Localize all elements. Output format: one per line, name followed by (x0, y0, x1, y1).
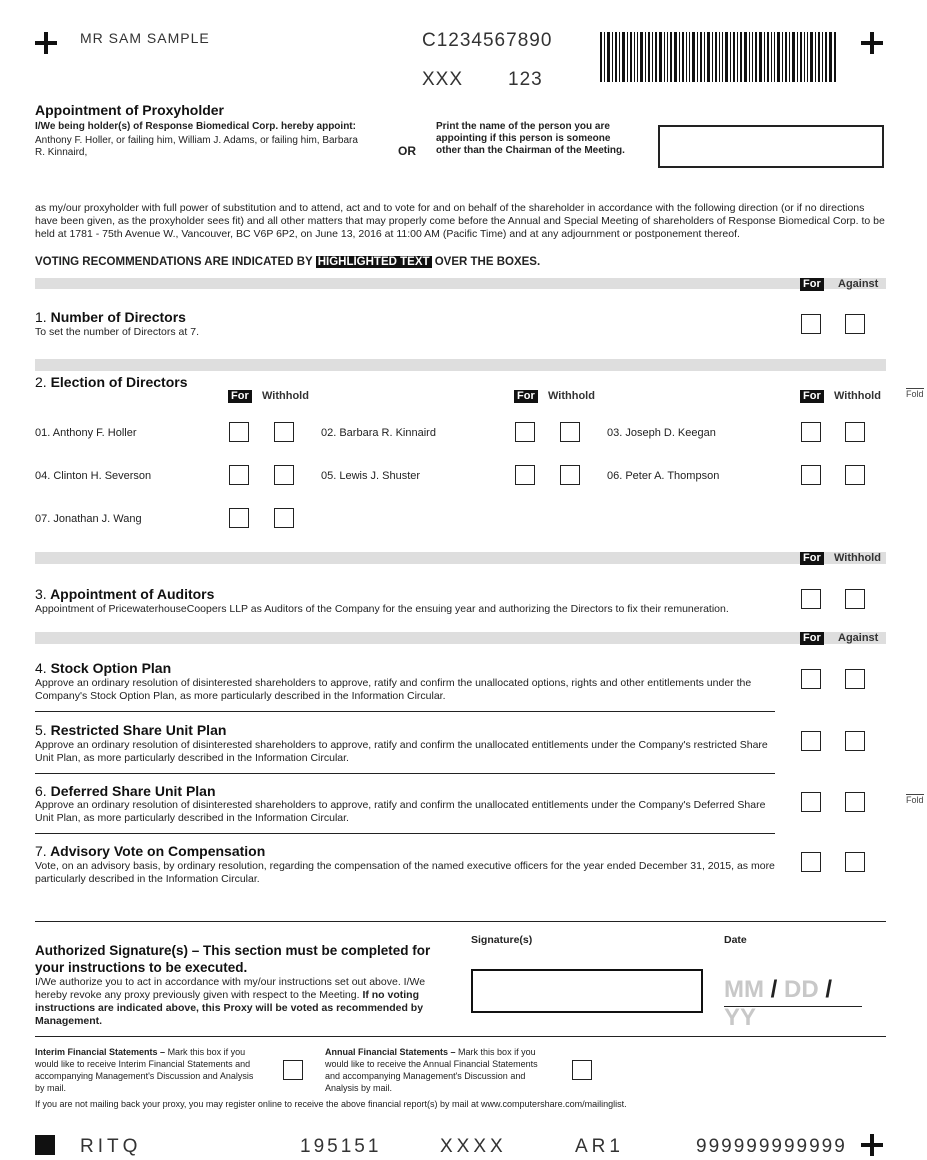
code-b: 123 (508, 69, 543, 90)
divider-line (35, 711, 775, 712)
resolution-title-text: Deferred Share Unit Plan (50, 783, 216, 799)
divider-line (35, 833, 775, 834)
registration-mark-top-left (35, 32, 57, 54)
nominee-01-for-checkbox[interactable] (229, 422, 249, 442)
proxy-appoint-names: Anthony F. Holler, or failing him, William J. Adams, or failing him, Barbara R. Kinnaird, (35, 135, 358, 158)
resolution-number: 4. (35, 660, 47, 676)
section-divider-bar (35, 632, 886, 644)
resolution-4-for-checkbox[interactable] (801, 669, 821, 689)
resolution-6-title (35, 783, 216, 799)
resolution-1-title (35, 309, 186, 325)
print-name-instructions: Print the name of the person you are appointing if this person is someone other than the Chairman of the Meeting. (436, 121, 625, 156)
date-day-placeholder: DD (784, 976, 819, 1003)
signature-default-vote-text: If no voting instructions are indicated above, this Proxy will be voted as recommended by Management. (35, 989, 424, 1027)
section-divider-bar (35, 278, 886, 289)
voting-recommendations-note (35, 256, 540, 268)
nominee-03-withhold-checkbox[interactable] (845, 422, 865, 442)
annual-financials-description: Mark this box if you would like to receive the Annual Financial Statements and accompanying Management's Discussion and Analysis by mail. (325, 1047, 538, 1093)
resolution-1-description: To set the number of Directors at 7. (35, 326, 199, 338)
date-field[interactable] (724, 976, 862, 1031)
for-highlight-label: For (800, 632, 824, 645)
proxy-authority-paragraph: as my/our proxyholder with full power of substitution and to attend, act and to vote for and on behalf of the shareholder in accordance with the following direction (or if no directions have been given, as the proxyholder sees fit) and all other matters that may properly come before the Annual and Special Meeting of shareholders of Response Biomedical Corp. to be held at 1781 - 75th Avenue W., Vancouver, BC V6P 6P2, on June 13, 2016 at 11:00 AM (Pacific Time) and at any adjournment or postponement thereof. (35, 202, 885, 240)
footer-square-mark (35, 1135, 55, 1155)
or-label: OR (398, 144, 416, 158)
footer-code-number: 195151 (300, 1136, 382, 1157)
resolution-title-text: Restricted Share Unit Plan (50, 722, 227, 738)
resolution-title-text: Number of Directors (50, 309, 186, 325)
withhold-column-label: Withhold (834, 390, 881, 402)
nominee-06: 06. Peter A. Thompson (607, 470, 720, 482)
resolution-7-description: Vote, on an advisory basis, by ordinary resolution, regarding the compensation of the named executive officers for the year ended December 31, 2015, as more particularly described in the Information Circular. (35, 860, 775, 885)
resolution-1-against-checkbox[interactable] (845, 314, 865, 334)
nominee-07: 07. Jonathan J. Wang (35, 513, 142, 525)
proxyholder-name-box[interactable] (658, 125, 884, 168)
for-highlight-label: For (228, 390, 252, 403)
against-column-label: Against (838, 278, 879, 290)
nominee-07-for-checkbox[interactable] (229, 508, 249, 528)
date-separator: / (770, 976, 778, 1003)
footer-code-xxxx: XXXX (440, 1136, 507, 1157)
date-label: Date (724, 934, 747, 946)
date-year-placeholder: YY (724, 1004, 757, 1031)
footer-code-ar1: AR1 (575, 1136, 624, 1157)
resolution-2-title (35, 374, 188, 390)
for-highlight-label: For (800, 552, 824, 565)
voting-rec-prefix: VOTING RECOMMENDATIONS ARE INDICATED BY (35, 256, 313, 268)
nominee-01: 01. Anthony F. Holler (35, 427, 137, 439)
resolution-4-title (35, 660, 171, 676)
section-divider-bar (35, 359, 886, 371)
signature-box[interactable] (471, 969, 703, 1013)
signature-title: Authorized Signature(s) – This section must be completed for your instructions to be executed. (35, 943, 431, 975)
annual-financials-text (325, 1046, 553, 1094)
nominee-03-for-checkbox[interactable] (801, 422, 821, 442)
resolution-number: 7. (35, 843, 47, 859)
annual-financials-checkbox[interactable] (572, 1060, 592, 1080)
nominee-04-withhold-checkbox[interactable] (274, 465, 294, 485)
resolution-number: 1. (35, 309, 47, 325)
for-highlight-label: For (800, 390, 824, 403)
date-separator: / (825, 976, 833, 1003)
signature-authorization-text: I/We authorize you to act in accordance with my/our instructions set out above. I/We hereby revoke any proxy previously given with respect to the Meeting. (35, 976, 426, 1001)
resolution-5-against-checkbox[interactable] (845, 731, 865, 751)
nominee-05: 05. Lewis J. Shuster (321, 470, 421, 482)
nominee-01-withhold-checkbox[interactable] (274, 422, 294, 442)
signature-label: Signature(s) (471, 934, 533, 946)
resolution-5-for-checkbox[interactable] (801, 731, 821, 751)
nominee-02-for-checkbox[interactable] (515, 422, 535, 442)
resolution-6-for-checkbox[interactable] (801, 792, 821, 812)
resolution-number: 3. (35, 586, 47, 602)
resolution-1-for-checkbox[interactable] (801, 314, 821, 334)
signature-section-top-line (35, 921, 886, 922)
section-divider-bar (35, 552, 886, 564)
interim-financials-description: Mark this box if you would like to receive Interim Financial Statements and accompanying Management's Discussion and Analysis by mail. (35, 1047, 254, 1093)
interim-financials-text (35, 1046, 260, 1094)
resolution-title-text: Stock Option Plan (50, 660, 172, 676)
barcode-image (600, 32, 836, 82)
resolution-4-against-checkbox[interactable] (845, 669, 865, 689)
for-highlight-label: For (800, 278, 824, 291)
interim-financials-checkbox[interactable] (283, 1060, 303, 1080)
resolution-7-title (35, 843, 265, 859)
shareholder-name: MR SAM SAMPLE (80, 30, 210, 46)
signature-instructions (35, 976, 450, 1028)
nominee-04: 04. Clinton H. Severson (35, 470, 152, 482)
resolution-number: 2. (35, 374, 47, 390)
resolution-3-withhold-checkbox[interactable] (845, 589, 865, 609)
withhold-column-label: Withhold (834, 552, 881, 564)
proxy-title: Appointment of Proxyholder (35, 102, 224, 118)
nominee-04-for-checkbox[interactable] (229, 465, 249, 485)
for-highlight-label: For (514, 390, 538, 403)
divider-line (35, 773, 775, 774)
nominee-03: 03. Joseph D. Keegan (607, 427, 716, 439)
resolution-6-description: Approve an ordinary resolution of disinterested shareholders to approve, ratify and confirm the unallocated entitlements under the Company's Deferred Share Unit Plan, as more particularly described in the Information Circular. (35, 799, 766, 824)
resolution-7-against-checkbox[interactable] (845, 852, 865, 872)
resolution-5-title (35, 722, 226, 738)
nominee-05-for-checkbox[interactable] (515, 465, 535, 485)
footer-code-ritq: RITQ (80, 1136, 142, 1157)
nominee-02-withhold-checkbox[interactable] (560, 422, 580, 442)
withhold-column-label: Withhold (548, 390, 595, 402)
nominee-05-withhold-checkbox[interactable] (560, 465, 580, 485)
resolution-3-title (35, 586, 214, 602)
nominee-07-withhold-checkbox[interactable] (274, 508, 294, 528)
financials-top-line (35, 1036, 886, 1037)
withhold-column-label: Withhold (262, 390, 309, 402)
footer-code-account: 999999999999 (696, 1136, 847, 1157)
nominee-06-withhold-checkbox[interactable] (845, 465, 865, 485)
resolution-title-text: Advisory Vote on Compensation (50, 843, 266, 859)
annual-financials-heading: Annual Financial Statements – (325, 1047, 456, 1057)
fold-mark: Fold (906, 795, 924, 805)
against-column-label: Against (838, 632, 879, 644)
resolution-7-for-checkbox[interactable] (801, 852, 821, 872)
resolution-number: 6. (35, 783, 47, 799)
control-number: C1234567890 (422, 30, 553, 51)
highlighted-text-sample: HIGHLIGHTED TEXT (317, 256, 430, 268)
resolution-4-description: Approve an ordinary resolution of disinterested shareholders to approve, ratify and confirm the unallocated options, rights and other entitlements under the Company's Stock Option Plan, as more particularly described in the Information Circular. (35, 677, 752, 702)
interim-financials-heading: Interim Financial Statements – (35, 1047, 166, 1057)
resolution-title-text: Appointment of Auditors (50, 586, 215, 602)
resolution-3-for-checkbox[interactable] (801, 589, 821, 609)
resolution-3-description: Appointment of PricewaterhouseCoopers LLP as Auditors of the Company for the ensuing year and authorizing the Directors to fix their remuneration. (35, 603, 729, 615)
voting-rec-suffix: OVER THE BOXES. (434, 256, 541, 268)
resolution-number: 5. (35, 722, 47, 738)
resolution-title-text: Election of Directors (50, 374, 188, 390)
code-a: XXX (422, 69, 464, 90)
nominee-02: 02. Barbara R. Kinnaird (321, 427, 436, 439)
proxy-appoint-heading: I/We being holder(s) of Response Biomedical Corp. hereby appoint: (35, 121, 356, 132)
resolution-5-description: Approve an ordinary resolution of disinterested shareholders to approve, ratify and confirm the unallocated entitlements under the Company's restricted Share Unit Plan, as more particularly described in the Information Circular. (35, 739, 768, 764)
registration-mark-top-right (861, 32, 883, 54)
nominee-06-for-checkbox[interactable] (801, 465, 821, 485)
resolution-6-against-checkbox[interactable] (845, 792, 865, 812)
fold-mark: Fold (906, 389, 924, 399)
registration-mark-bottom-right (861, 1134, 883, 1156)
date-month-placeholder: MM (724, 976, 764, 1003)
online-registration-note: If you are not mailing back your proxy, you may register online to receive the above financial report(s) by mail at www.computershare.com/mailinglist. (35, 1099, 627, 1109)
